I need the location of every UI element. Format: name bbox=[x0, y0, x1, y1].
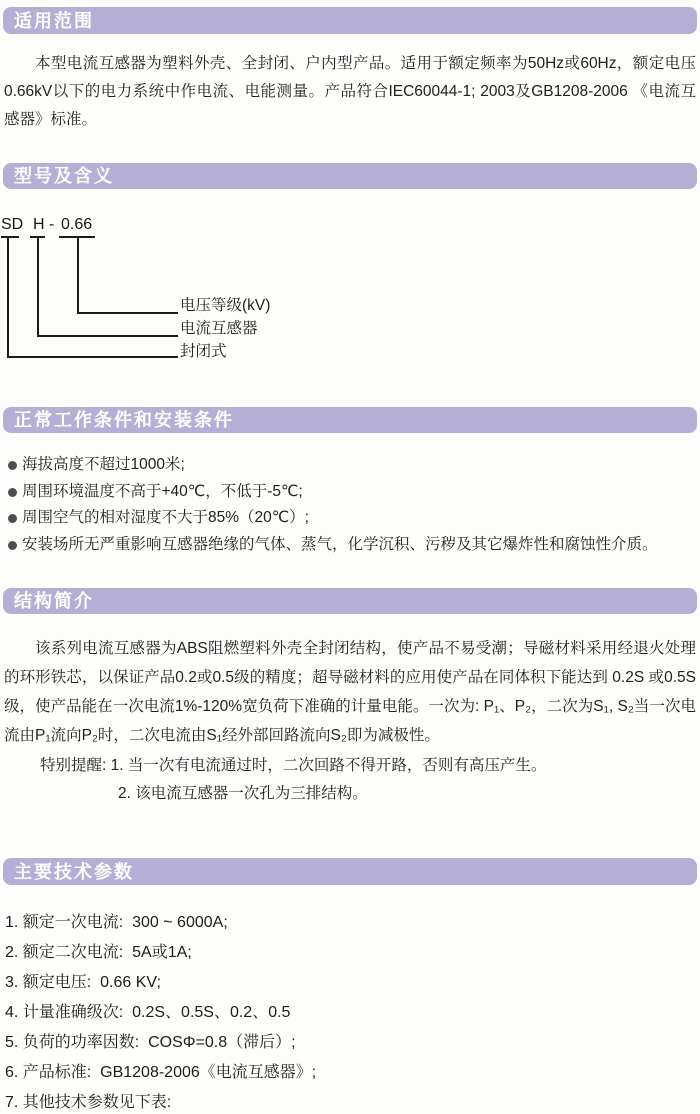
condition-item bbox=[4, 505, 694, 532]
bullet-icon bbox=[8, 488, 17, 497]
model-code-series: SD bbox=[1, 216, 24, 233]
section-title-parameters: 主要技术参数 bbox=[14, 861, 134, 882]
parameter-item: 5. 负荷的功率因数: COSΦ=0.8（滞后）; bbox=[5, 1034, 296, 1051]
condition-text: 周围空气的相对湿度不大于85%（20℃）; bbox=[22, 509, 309, 526]
scope-paragraph: 本型电流互感器为塑料外壳、全封闭、户内型产品。适用于额定频率为50Hz或60Hz，额定电压0.66kV以下的电力系统中作电流、电能测量。产品符合IEC60044-1; 2003及GB1208-2006 《电流互感器》标准。 bbox=[4, 55, 696, 128]
section-header-model bbox=[3, 163, 697, 189]
leader-vline-voltage bbox=[77, 237, 79, 314]
parameter-item: 4. 计量准确级次: 0.2S、0.5S、0.2、0.5 bbox=[5, 1004, 291, 1021]
condition-item bbox=[4, 532, 694, 559]
leader-hline-enclosure bbox=[7, 356, 178, 358]
bullet-icon bbox=[8, 514, 17, 523]
structure-note-1: 特别提醒: 1. 当一次有电流通过时，二次回路不得开路，否则有高压产生。 bbox=[40, 757, 547, 774]
condition-item bbox=[4, 452, 694, 479]
parameters-list bbox=[5, 908, 696, 1114]
bullet-icon bbox=[8, 461, 17, 470]
leader-vline-series bbox=[7, 237, 9, 358]
condition-item bbox=[4, 479, 694, 506]
model-code-type: H bbox=[33, 216, 45, 233]
section-header-structure bbox=[3, 588, 697, 614]
parameter-item: 7. 其他技术参数见下表: bbox=[5, 1094, 172, 1111]
structure-note-2: 2. 该电流互感器一次孔为三排结构。 bbox=[118, 785, 368, 802]
model-label-device: 电流互感器 bbox=[180, 320, 258, 337]
underline-series bbox=[1, 236, 19, 238]
section-title-scope: 适用范围 bbox=[14, 10, 94, 31]
model-label-voltage-class: 电压等级(kV) bbox=[180, 297, 271, 314]
leader-hline-type bbox=[37, 335, 178, 337]
condition-text: 周围环境温度不高于+40℃，不低于-5℃; bbox=[22, 482, 303, 500]
condition-text: 安装场所无严重影响互感器绝缘的气体、蒸气，化学沉积、污秽及其它爆炸性和腐蚀性介质。 bbox=[22, 535, 658, 553]
conditions-list bbox=[4, 452, 694, 558]
section-header-parameters bbox=[3, 858, 697, 885]
structure-paragraph: 该系列电流互感器为ABS阻燃塑料外壳全封闭结构，使产品不易受潮；导磁材料采用经退火处理的环形铁芯，以保证产品0.2或0.5级的精度；超导磁材料的应用使产品在同体积下能达到 0.2S 或0.5S级，使产品能在一次电流1%-120%宽负荷下准确的计量电能。一次为: P₁、P₂，二次为S₁, S₂当一次电流由P₁流向P₂时，二次电流由S₁经外部回路流向S₂即为减极性。 bbox=[4, 640, 696, 744]
parameter-item: 3. 额定电压: 0.66 KV; bbox=[5, 974, 161, 991]
parameter-item: 2. 额定二次电流: 5A或1A; bbox=[5, 944, 192, 961]
leader-vline-type bbox=[37, 237, 39, 337]
parameter-item: 1. 额定一次电流: 300 ~ 6000A; bbox=[5, 914, 228, 931]
bullet-icon bbox=[8, 541, 17, 550]
leader-hline-voltage bbox=[77, 312, 178, 314]
section-title-structure: 结构简介 bbox=[14, 591, 94, 611]
section-title-model: 型号及含义 bbox=[14, 166, 114, 186]
section-header-conditions bbox=[3, 407, 697, 433]
model-label-enclosure: 封闭式 bbox=[180, 343, 227, 360]
section-title-conditions: 正常工作条件和安装条件 bbox=[14, 410, 234, 430]
model-code-dash: - bbox=[49, 216, 55, 233]
condition-text: 海拔高度不超过1000米; bbox=[22, 456, 185, 473]
model-code-voltage: 0.66 bbox=[61, 216, 93, 233]
parameter-item: 6. 产品标准: GB1208-2006《电流互感器》; bbox=[5, 1064, 317, 1081]
section-header-scope bbox=[3, 7, 697, 34]
